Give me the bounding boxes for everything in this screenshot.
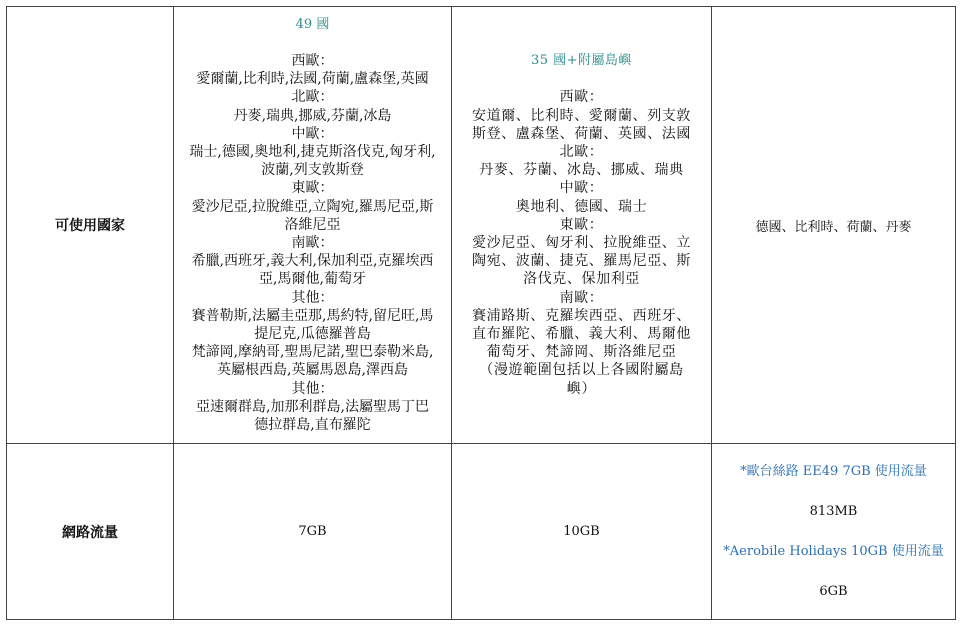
plan-a-country-line: 波蘭,列支敦斯登 xyxy=(261,162,364,179)
plan-a-country-line: 愛爾蘭,比利時,法國,荷蘭,盧森堡,英國 xyxy=(196,71,429,88)
plan-a-country-line: 中歐： xyxy=(291,125,334,142)
plan-b-country-line: 葡萄牙、梵諦岡、斯洛維尼亞 xyxy=(486,344,677,361)
countries-row-label: 可使用國家 xyxy=(7,7,174,444)
plan-a-country-line: 梵諦岡,摩納哥,聖馬尼諾,聖巴泰勒米島, xyxy=(191,344,434,361)
plan-b-country-line: （漫遊範圍包括以上各國附屬島 xyxy=(479,362,684,379)
comparison-table xyxy=(6,6,956,620)
plan-b-country-line: 直布羅陀、希臘、義大利、馬爾他 xyxy=(472,326,691,343)
usage-label-2: *Aerobile Holidays 10GB 使用流量 xyxy=(723,543,944,559)
traffic-row-label: 網路流量 xyxy=(7,444,174,620)
plan-a-traffic: 7GB xyxy=(174,444,452,620)
plan-b-country-line: 奧地利、德國、瑞士 xyxy=(515,198,648,215)
plan-a-country-line: 亞,馬爾他,葡萄牙 xyxy=(259,271,366,288)
plan-a-country-line: 其他： xyxy=(291,380,334,397)
plan-a-country-line: 希臘,西班牙,義大利,保加利亞,克羅埃西 xyxy=(191,253,434,270)
plan-b-country-line: 賽浦路斯、克羅埃西亞、西班牙、 xyxy=(472,307,691,324)
plan-a-country-line: 亞速爾群島,加那利群島,法屬聖馬丁巴 xyxy=(196,398,429,415)
plan-b-countries-cell xyxy=(452,7,712,444)
plan-b-country-line: 北歐： xyxy=(559,143,604,160)
plan-a-country-list xyxy=(178,52,447,434)
plan-a-country-line: 提尼克,瓜德羅普島 xyxy=(254,326,371,343)
plan-b-countries xyxy=(452,52,711,398)
plan-a-country-line: 東歐： xyxy=(291,180,334,197)
usage-label-1: *歐台絲路 EE49 7GB 使用流量 xyxy=(740,463,927,479)
plan-b-country-line: 嶼） xyxy=(566,380,597,397)
plan-c-countries-cell: 德國、比利時、荷蘭、丹麥 xyxy=(712,7,956,444)
plan-a-country-line: 賽普勒斯,法屬圭亞那,馬約特,留尼旺,馬 xyxy=(191,307,434,324)
plan-b-country-line: 愛沙尼亞、匈牙利、拉脫維亞、立 xyxy=(472,235,691,251)
plan-a-country-line: 北歐： xyxy=(291,89,334,106)
plan-b-country-line: 斯登、盧森堡、荷蘭、英國、法國 xyxy=(472,125,691,142)
plan-b-country-line: 東歐： xyxy=(559,216,604,233)
plan-a-country-line: 愛沙尼亞,拉脫維亞,立陶宛,羅馬尼亞,斯 xyxy=(191,198,434,215)
plan-a-country-line: 瑞士,德國,奧地利,捷克斯洛伐克,匈牙利, xyxy=(189,143,436,160)
plan-b-country-line: 中歐： xyxy=(559,180,604,197)
plan-b-country-line: 洛伐克、保加利亞 xyxy=(523,271,640,288)
plan-b-country-line: 西歐： xyxy=(559,89,604,106)
plan-b-traffic: 10GB xyxy=(452,444,712,620)
plan-a-country-line: 英屬根西島,英屬馬恩島,澤西島 xyxy=(217,362,408,379)
usage-value-2: 6GB xyxy=(819,583,848,599)
countries-row xyxy=(7,7,956,444)
plan-b-country-line: 陶宛、波蘭、捷克、羅馬尼亞、斯 xyxy=(472,253,691,270)
plan-a-countries xyxy=(174,16,451,434)
plan-a-country-line: 南歐： xyxy=(291,235,334,251)
plan-a-country-line: 德拉群島,直布羅陀 xyxy=(254,417,371,434)
plan-a-country-line: 丹麥,瑞典,挪威,芬蘭,冰島 xyxy=(233,107,392,124)
plan-c-usage-cell xyxy=(712,444,956,620)
plan-b-country-line: 安道爾、比利時、愛爾蘭、列支敦 xyxy=(472,107,691,124)
plan-a-header: 49 國 xyxy=(295,16,330,32)
traffic-row xyxy=(7,444,956,620)
plan-b-country-list xyxy=(456,88,707,397)
usage-value-1: 813MB xyxy=(809,503,858,519)
plan-a-country-line: 西歐： xyxy=(291,52,334,69)
plan-b-country-line: 南歐： xyxy=(559,289,604,306)
plan-a-country-line: 其他： xyxy=(291,289,334,306)
plan-a-countries-cell xyxy=(174,7,452,444)
plan-b-country-line: 丹麥、芬蘭、冰島、挪威、瑞典 xyxy=(479,162,684,179)
plan-a-country-line: 洛維尼亞 xyxy=(284,216,341,233)
plan-b-header: 35 國+附屬島嶼 xyxy=(530,53,633,69)
plan-c-usage xyxy=(712,462,955,602)
